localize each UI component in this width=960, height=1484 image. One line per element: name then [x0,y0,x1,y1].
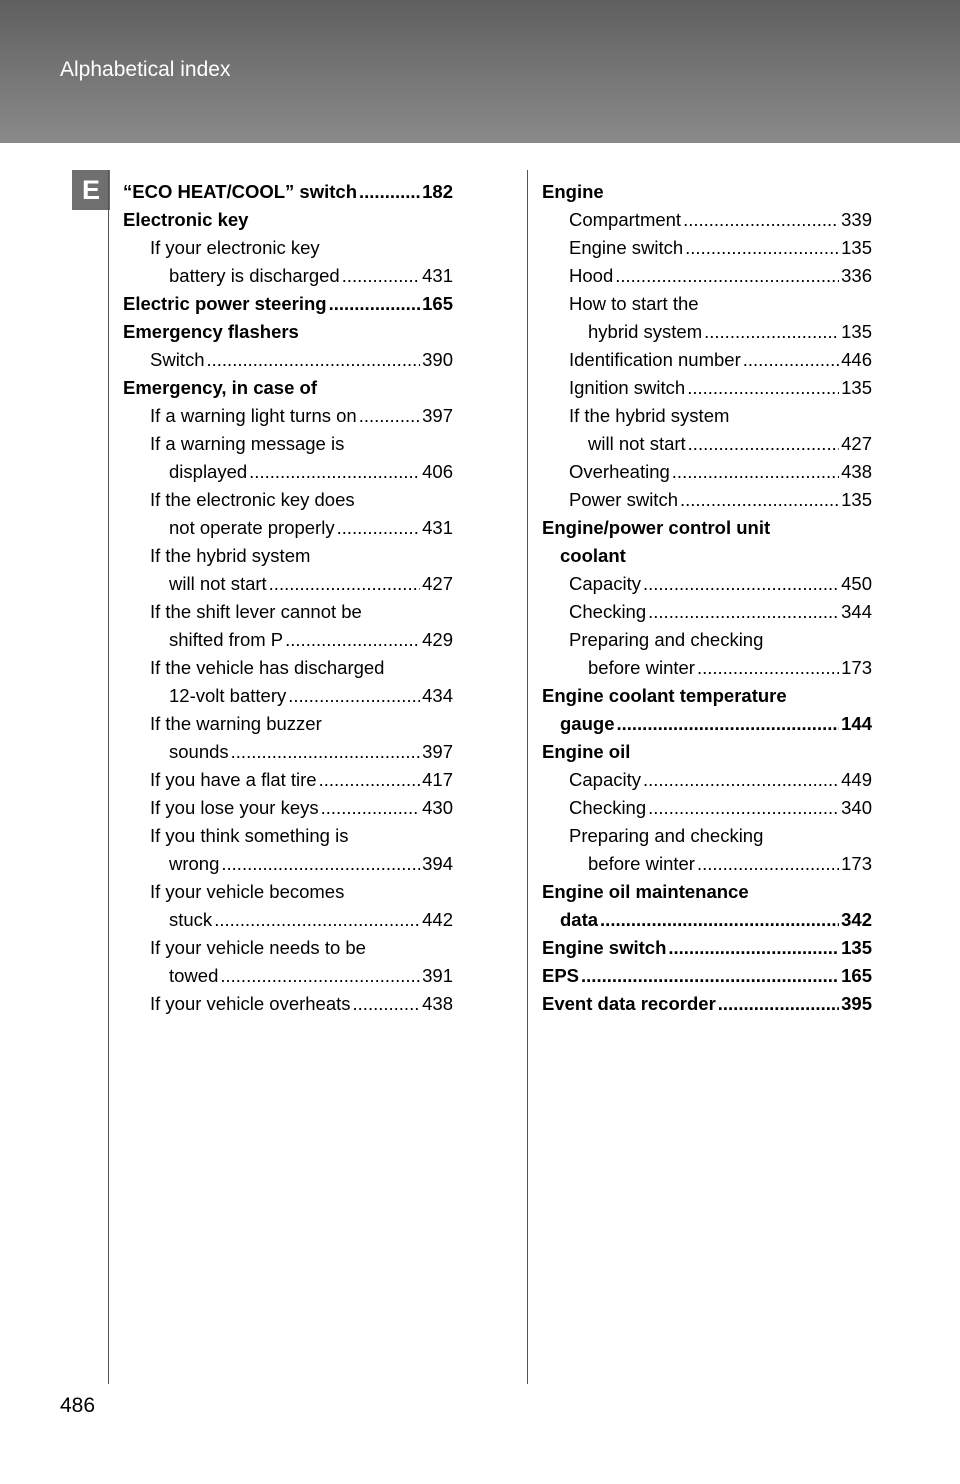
index-entry-text: Event data recorder [542,993,716,1014]
index-entry [123,234,453,262]
index-entry [542,318,872,346]
index-entry-text: Engine coolant temperature [542,685,787,706]
index-entry-page: 397 [422,741,453,762]
index-entry-text: If a warning message is [150,433,345,454]
dot-leader [581,962,839,990]
index-entry-text: Electronic key [123,209,249,230]
index-entry-page: 135 [841,321,872,342]
index-entry [542,710,872,738]
index-entry [542,234,872,262]
index-entry-text: If the hybrid system [150,545,311,566]
index-entry [542,794,872,822]
index-entry-text: Electric power steering [123,293,327,314]
dot-leader [269,570,420,598]
index-entry [542,206,872,234]
dot-leader [648,794,839,822]
index-entry-text: If the vehicle has discharged [150,657,385,678]
index-entry-page: 390 [422,349,453,370]
index-entry-text: If the electronic key does [150,489,355,510]
index-entry [123,262,453,290]
index-entry-text: If your vehicle becomes [150,881,345,902]
dot-leader [687,374,839,402]
index-entry [123,654,453,682]
index-entry-page: 182 [422,181,453,202]
index-entry-text: Engine oil [542,741,631,762]
index-entry [542,822,872,850]
index-entry [123,794,453,822]
index-entry [542,402,872,430]
index-entry-page: 342 [841,909,872,930]
index-entry-text: battery is discharged [169,265,340,286]
index-entry-page: 173 [841,853,872,874]
index-entry-page: 417 [422,769,453,790]
index-entry [123,458,453,486]
dot-leader [353,990,421,1018]
header-title: Alphabetical index [60,58,231,81]
index-entry-text: coolant [560,545,626,566]
index-entry [542,766,872,794]
index-entry-text: Overheating [569,461,670,482]
index-entry-text: hybrid system [588,321,703,342]
index-entry [123,626,453,654]
index-entry [542,934,872,962]
index-entry [542,458,872,486]
index-entry [542,430,872,458]
index-entry [542,374,872,402]
index-entry-page: 165 [422,293,453,314]
dot-leader [680,486,839,514]
index-entry-text: sounds [169,741,229,762]
dot-leader [643,766,839,794]
index-entry-page: 339 [841,209,872,230]
index-entry-text: Checking [569,601,647,622]
dot-leader [329,290,421,318]
index-entry-page: 340 [841,797,872,818]
dot-leader [337,514,421,542]
index-entry-text: Hood [569,265,614,286]
index-entry-text: EPS [542,965,580,986]
dot-leader [321,794,420,822]
index-entry-text: Preparing and checking [569,825,764,846]
index-entry-page: 427 [422,573,453,594]
dot-leader [249,458,420,486]
dot-leader [319,766,421,794]
index-entry-page: 336 [841,265,872,286]
index-entry [123,906,453,934]
index-entry-page: 344 [841,601,872,622]
column-divider-left [108,170,109,1384]
index-entry-text: Emergency flashers [123,321,299,342]
index-entry-page: 135 [841,937,872,958]
index-entry [123,206,453,234]
index-entry [123,430,453,458]
dot-leader [214,906,420,934]
index-entry-text: If you lose your keys [150,797,319,818]
index-entry-text: before winter [588,657,695,678]
index-entry [123,290,453,318]
dot-leader [643,570,839,598]
dot-leader [616,710,839,738]
index-entry-text: If your electronic key [150,237,320,258]
index-entry-text: “ECO HEAT/COOL” switch [123,181,358,202]
dot-leader [207,346,421,374]
index-entry [542,878,872,906]
dot-leader [697,654,839,682]
index-entry-text: before winter [588,853,695,874]
dot-leader [743,346,839,374]
index-entry [542,598,872,626]
index-entry [123,514,453,542]
index-entry [542,346,872,374]
index-entry-text: will not start [169,573,267,594]
dot-leader [342,262,420,290]
index-entry-page: 397 [422,405,453,426]
index-entry-text: If a warning light turns on [150,405,357,426]
index-entry-text: If the warning buzzer [150,713,322,734]
index-entry [542,290,872,318]
index-entry [542,514,872,542]
dot-leader [648,598,839,626]
index-entry-page: 135 [841,377,872,398]
index-entry [542,626,872,654]
index-entry-page: 427 [841,433,872,454]
index-entry-page: 165 [841,965,872,986]
index-entry [542,178,872,206]
index-column-left [123,178,453,1018]
index-entry-text: Compartment [569,209,682,230]
index-entry-text: not operate properly [169,517,335,538]
dot-leader [615,262,839,290]
index-entry-page: 391 [422,965,453,986]
index-entry-text: Checking [569,797,647,818]
index-entry [123,738,453,766]
dot-leader [359,402,420,430]
index-entry-text: If the hybrid system [569,405,730,426]
index-entry [123,878,453,906]
index-entry [542,570,872,598]
index-entry-page: 442 [422,909,453,930]
index-entry-page: 429 [422,629,453,650]
index-entry-text: Preparing and checking [569,629,764,650]
index-entry-text: gauge [560,713,615,734]
index-entry [542,682,872,710]
dot-leader [683,206,839,234]
index-entry-text: Engine switch [542,937,667,958]
section-letter-tab: E [72,170,110,210]
index-entry-page: 449 [841,769,872,790]
index-entry-page: 438 [841,461,872,482]
index-entry [123,766,453,794]
index-entry-text: If the shift lever cannot be [150,601,362,622]
index-entry-page: 406 [422,461,453,482]
index-entry-text: wrong [169,853,220,874]
index-entry-text: towed [169,965,219,986]
index-entry [542,906,872,934]
index-entry [542,850,872,878]
index-entry [123,962,453,990]
index-entry-text: stuck [169,909,213,930]
index-entry-text: If you think something is [150,825,349,846]
index-entry-page: 450 [841,573,872,594]
index-entry [123,486,453,514]
index-entry-page: 395 [841,993,872,1014]
index-entry [123,346,453,374]
index-entry-page: 434 [422,685,453,706]
index-entry [123,402,453,430]
index-entry-text: Engine/power control unit [542,517,771,538]
index-entry-page: 173 [841,657,872,678]
index-entry-page: 394 [422,853,453,874]
index-entry [123,570,453,598]
index-entry [542,542,872,570]
index-entry-text: If you have a flat tire [150,769,317,790]
dot-leader [220,962,420,990]
index-entry [542,654,872,682]
index-entry [123,542,453,570]
dot-leader [672,458,839,486]
column-divider-middle [527,170,528,1384]
page-header [0,0,960,143]
dot-leader [221,850,420,878]
index-entry [123,318,453,346]
page-number: 486 [60,1394,96,1417]
index-entry-page: 430 [422,797,453,818]
index-entry-text: Power switch [569,489,678,510]
index-entry-text: 12-volt battery [169,685,287,706]
dot-leader [600,906,839,934]
dot-leader [285,626,420,654]
index-entry-text: Emergency, in case of [123,377,317,398]
index-entry-text: displayed [169,461,248,482]
index-entry [123,374,453,402]
index-entry [542,738,872,766]
index-entry-page: 431 [422,517,453,538]
index-entry-text: data [560,909,599,930]
index-entry [123,598,453,626]
index-entry-page: 144 [841,713,872,734]
dot-leader [697,850,839,878]
index-entry [123,850,453,878]
index-entry-text: Engine switch [569,237,684,258]
dot-leader [668,934,839,962]
index-entry [542,962,872,990]
index-entry [542,990,872,1018]
dot-leader [288,682,420,710]
index-entry-text: If your vehicle overheats [150,993,351,1014]
index-entry [123,178,453,206]
index-entry-text: Engine [542,181,604,202]
index-entry-text: Identification number [569,349,741,370]
dot-leader [718,990,839,1018]
dot-leader [359,178,420,206]
index-entry-text: shifted from P [169,629,284,650]
index-entry [123,710,453,738]
index-entry-page: 135 [841,237,872,258]
index-entry-page: 446 [841,349,872,370]
index-column-right [542,178,872,1018]
dot-leader [704,318,839,346]
index-entry-text: If your vehicle needs to be [150,937,366,958]
index-entry-page: 431 [422,265,453,286]
dot-leader [685,234,839,262]
index-entry [123,934,453,962]
index-entry [123,822,453,850]
dot-leader [231,738,420,766]
index-entry [542,262,872,290]
dot-leader [688,430,839,458]
index-entry-text: Engine oil maintenance [542,881,749,902]
index-entry-text: Capacity [569,769,641,790]
index-entry-text: Capacity [569,573,641,594]
index-entry [123,682,453,710]
index-entry-text: How to start the [569,293,699,314]
index-entry-page: 438 [422,993,453,1014]
index-entry-text: Switch [150,349,205,370]
index-entry-text: will not start [588,433,686,454]
index-entry [542,486,872,514]
index-entry-page: 135 [841,489,872,510]
index-entry [123,990,453,1018]
index-entry-text: Ignition switch [569,377,686,398]
